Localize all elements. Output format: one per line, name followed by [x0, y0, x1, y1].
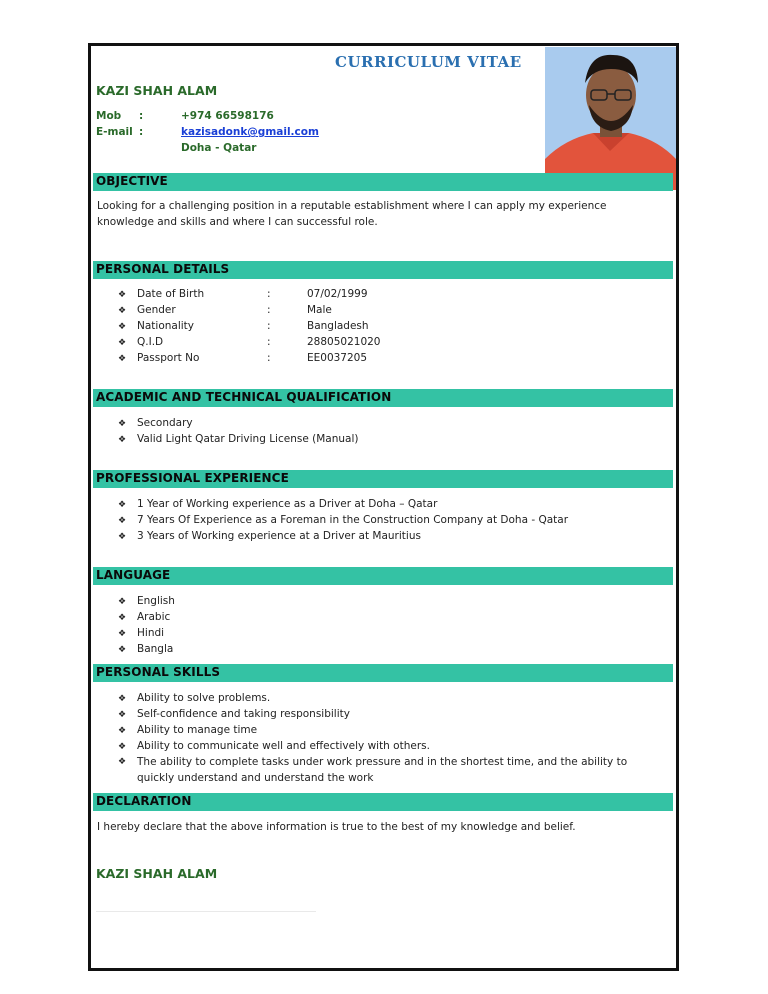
- candidate-name: KAZI SHAH ALAM: [96, 83, 218, 98]
- bullet-icon: ❖: [118, 645, 127, 655]
- objective-heading: OBJECTIVE: [96, 174, 168, 188]
- mobile-colon: :: [139, 110, 144, 122]
- skill-item: Ability to manage time: [137, 724, 258, 736]
- list-item: [118, 302, 381, 318]
- personal-details-list: [118, 286, 381, 366]
- declaration-section-header: [93, 793, 673, 811]
- signature-line: [96, 911, 316, 912]
- experience-item: 7 Years Of Experience as a Foreman in the Construction Company at Doha - Qatar: [137, 514, 569, 526]
- list-item: [118, 625, 175, 641]
- skill-item: Ability to communicate well and effectively with others.: [137, 740, 430, 752]
- language-item: Arabic: [137, 611, 171, 623]
- bullet-icon: ❖: [118, 290, 127, 300]
- list-item: [118, 415, 358, 431]
- bullet-icon: ❖: [118, 629, 127, 639]
- list-item: [118, 738, 658, 754]
- list-item: [118, 286, 381, 302]
- detail-colon: :: [267, 336, 271, 348]
- detail-value: Bangladesh: [307, 320, 369, 332]
- mobile-row: [96, 110, 274, 122]
- declaration-heading: DECLARATION: [96, 794, 192, 808]
- detail-value: Male: [307, 304, 332, 316]
- skills-section-header: [93, 664, 673, 682]
- academic-heading: ACADEMIC AND TECHNICAL QUALIFICATION: [96, 390, 392, 404]
- email-row: [96, 126, 319, 138]
- bullet-icon: ❖: [118, 532, 127, 542]
- signature-name: KAZI SHAH ALAM: [96, 866, 218, 881]
- academic-item: Secondary: [137, 417, 193, 429]
- detail-key: Date of Birth: [137, 288, 205, 300]
- bullet-icon: ❖: [118, 338, 127, 348]
- bullet-icon: ❖: [118, 710, 127, 720]
- email-colon: :: [139, 126, 144, 138]
- detail-colon: :: [267, 352, 271, 364]
- email-label: E-mail: [96, 126, 133, 138]
- detail-key: Gender: [137, 304, 176, 316]
- list-item: [118, 706, 658, 722]
- bullet-icon: ❖: [118, 435, 127, 445]
- detail-value: EE0037205: [307, 352, 368, 364]
- document-title: CURRICULUM VITAE: [335, 53, 522, 71]
- bullet-icon: ❖: [118, 419, 127, 429]
- bullet-icon: ❖: [118, 354, 127, 364]
- skills-list: [118, 690, 658, 786]
- bullet-icon: ❖: [118, 322, 127, 332]
- bullet-icon: ❖: [118, 516, 127, 526]
- bullet-icon: ❖: [118, 306, 127, 316]
- bullet-icon: ❖: [118, 757, 127, 767]
- objective-section-header: [93, 173, 673, 191]
- bullet-icon: ❖: [118, 742, 127, 752]
- mobile-label: Mob: [96, 110, 122, 122]
- personal-details-heading: PERSONAL DETAILS: [96, 262, 230, 276]
- list-item: [118, 690, 658, 706]
- language-list: [118, 593, 175, 657]
- declaration-text: I hereby declare that the above information is true to the best of my knowledge and belief.: [97, 821, 576, 833]
- profile-photo: [545, 47, 676, 190]
- profile-photo-illustration: [545, 47, 676, 190]
- detail-colon: :: [267, 320, 271, 332]
- bullet-icon: ❖: [118, 597, 127, 607]
- language-section-header: [93, 567, 673, 585]
- bullet-icon: ❖: [118, 694, 127, 704]
- list-item: [118, 528, 568, 544]
- academic-item: Valid Light Qatar Driving License (Manual): [137, 433, 359, 445]
- language-item: Hindi: [137, 627, 165, 639]
- list-item: [118, 722, 658, 738]
- bullet-icon: ❖: [118, 613, 127, 623]
- language-item: Bangla: [137, 643, 174, 655]
- list-item: [118, 641, 175, 657]
- experience-section-header: [93, 470, 673, 488]
- location: Doha - Qatar: [181, 142, 257, 154]
- skill-item: Self-confidence and taking responsibility: [137, 708, 350, 720]
- mobile-value: +974 66598176: [181, 110, 274, 122]
- experience-heading: PROFESSIONAL EXPERIENCE: [96, 471, 289, 485]
- detail-value: 28805021020: [307, 336, 381, 348]
- detail-colon: :: [267, 304, 271, 316]
- list-item: [118, 350, 381, 366]
- list-item: [118, 593, 175, 609]
- objective-text: Looking for a challenging position in a reputable establishment where I can apply my experience knowledge and skills and where I can successful role.: [97, 200, 607, 228]
- academic-list: [118, 415, 358, 447]
- experience-item: 1 Year of Working experience as a Driver at Doha – Qatar: [137, 498, 438, 510]
- detail-colon: :: [267, 288, 271, 300]
- detail-key: Passport No: [137, 352, 200, 364]
- academic-section-header: [93, 389, 673, 407]
- skill-item: Ability to solve problems.: [137, 692, 271, 704]
- personal-details-section-header: [93, 261, 673, 279]
- skills-heading: PERSONAL SKILLS: [96, 665, 221, 679]
- list-item: [118, 334, 381, 350]
- list-item: [118, 318, 381, 334]
- detail-value: 07/02/1999: [307, 288, 368, 300]
- detail-key: Q.I.D: [137, 336, 164, 348]
- detail-key: Nationality: [137, 320, 195, 332]
- language-heading: LANGUAGE: [96, 568, 171, 582]
- email-link[interactable]: kazisadonk@gmail.com: [181, 126, 319, 138]
- list-item: [118, 609, 175, 625]
- bullet-icon: ❖: [118, 500, 127, 510]
- experience-item: 3 Years of Working experience at a Driver at Mauritius: [137, 530, 421, 542]
- list-item: [118, 512, 568, 528]
- experience-list: [118, 496, 568, 544]
- skill-item: The ability to complete tasks under work pressure and in the shortest time, and the ability to quickly understand and understand the work: [137, 756, 628, 784]
- list-item: [118, 431, 358, 447]
- list-item: [118, 496, 568, 512]
- list-item: [118, 754, 658, 786]
- bullet-icon: ❖: [118, 726, 127, 736]
- language-item: English: [137, 595, 175, 607]
